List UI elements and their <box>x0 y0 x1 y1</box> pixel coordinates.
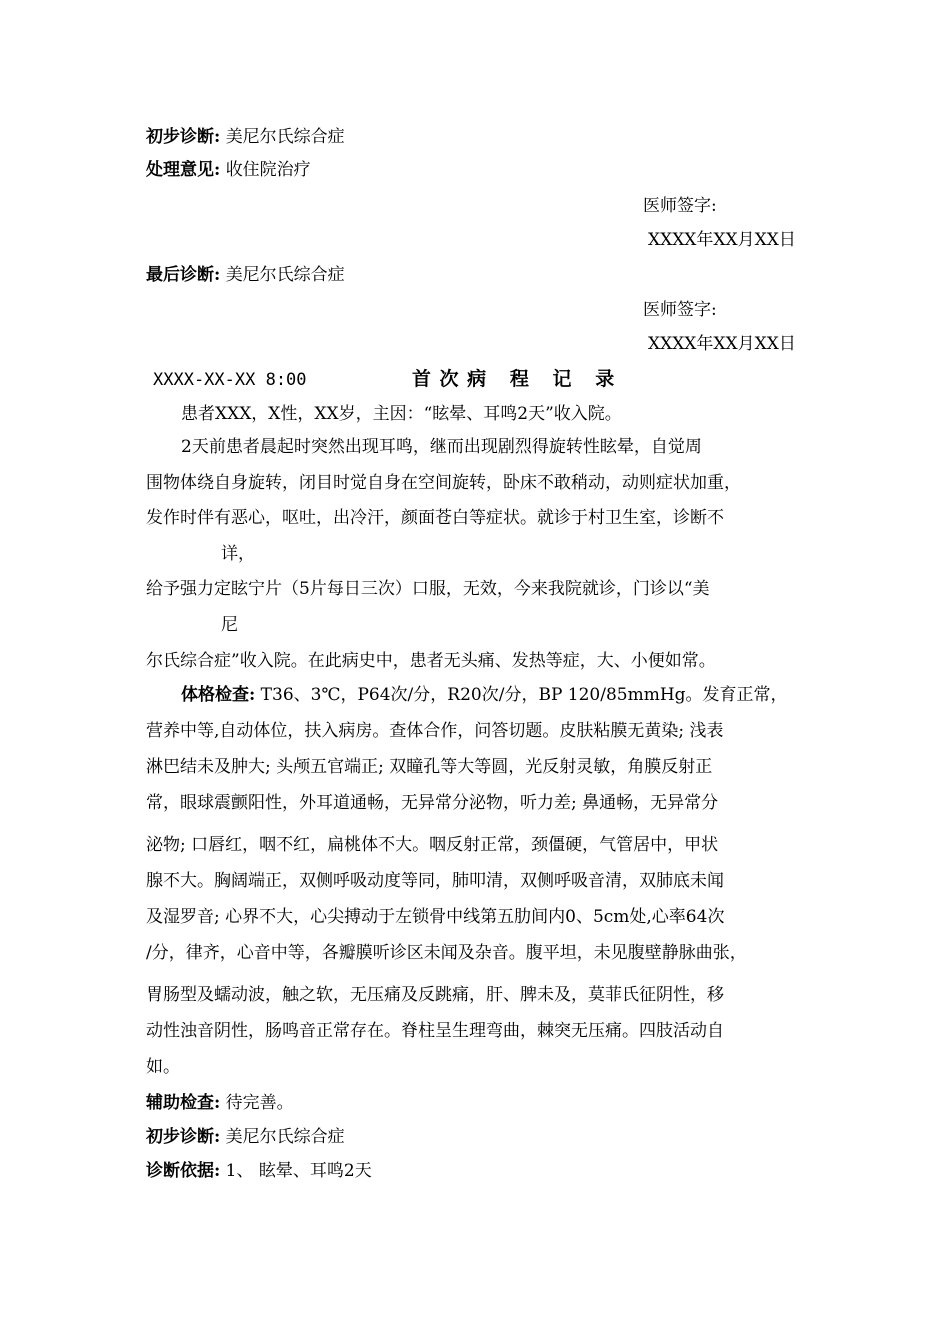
final-diagnosis-label: 最后诊断: <box>146 265 221 285</box>
history-line-7: 尼 <box>221 615 238 635</box>
record-timestamp: XXXX-XX-XX 8:00 <box>153 370 307 390</box>
diagnosis-basis-value: 1、 眩晕、耳鸣2天 <box>220 1161 372 1181</box>
diagnosis-basis-label: 诊断依据: <box>146 1161 221 1181</box>
history-line-2: 2天前患者晨起时突然出现耳鸣，继而出现剧烈得旋转性眩晕，自觉周 <box>181 437 702 457</box>
history-line-3: 围物体绕自身旋转，闭目时觉自身在空间旋转，卧床不敢稍动，动则症状加重， <box>146 473 741 493</box>
exam-line-2: 营养中等,自动体位，扶入病房。查体合作，问答切题。皮肤粘膜无黄染; 浅表 <box>146 721 724 741</box>
exam-line-5: 泌物; 口唇红，咽不红，扁桃体不大。咽反射正常，颈僵硬，气管居中，甲状 <box>146 835 719 855</box>
prelim-diagnosis-row <box>146 126 345 148</box>
exam-line-3: 淋巴结未及肿大; 头颅五官端正; 双瞳孔等大等圆，光反射灵敏，角膜反射正 <box>146 757 713 777</box>
aux-exam-label: 辅助检查: <box>146 1093 221 1113</box>
doctor-signature-2: 医师签字: <box>643 300 717 320</box>
history-line-5: 详， <box>221 544 255 564</box>
history-line-8: 尔氏综合症”收入院。在此病史中，患者无头痛、发热等症，大、小便如常。 <box>146 651 716 671</box>
prelim-diagnosis-label: 初步诊断: <box>146 127 221 147</box>
record-prelim-diagnosis-row <box>146 1126 345 1148</box>
history-line-4: 发作时伴有恶心，呕吐，出冷汗，颜面苍白等症状。就诊于村卫生室，诊断不 <box>146 508 724 528</box>
exam-line-8: /分，律齐，心音中等，各瓣膜听诊区未闻及杂音。腹平坦，未见腹壁静脉曲张， <box>146 943 747 963</box>
history-line-6: 给予强力定眩宁片（5片每日三次）口服，无效，今来我院就诊，门诊以“美 <box>146 579 710 599</box>
exam-line-10: 动性浊音阴性，肠鸣音正常存在。脊柱呈生理弯曲，棘突无压痛。四肢活动自 <box>146 1021 724 1041</box>
record-prelim-diagnosis-value: 美尼尔氏综合症 <box>220 1127 345 1147</box>
exam-line-7: 及湿罗音; 心界不大，心尖搏动于左锁骨中线第五肋间内0、5cm处,心率64次 <box>146 907 725 927</box>
exam-line-9: 胃肠型及蠕动波，触之软，无压痛及反跳痛，肝、脾未及，莫菲氏征阴性，移 <box>146 985 724 1005</box>
exam-line-4: 常，眼球震颤阳性，外耳道通畅，无异常分泌物，听力差; 鼻通畅，无异常分 <box>146 793 719 813</box>
signature-date-1: XXXX年XX月XX日 <box>648 230 796 250</box>
treatment-row <box>146 159 311 181</box>
record-title: 首次病 程 记 录 <box>412 368 623 390</box>
exam-label: 体格检查: <box>181 685 256 705</box>
treatment-value: 收住院治疗 <box>225 160 311 180</box>
record-prelim-diagnosis-label: 初步诊断: <box>146 1127 221 1147</box>
signature-date-2: XXXX年XX月XX日 <box>648 334 796 354</box>
aux-exam-value: 待完善。 <box>220 1093 294 1113</box>
exam-text-1: T36、3℃，P64次/分，R20次/分，BP 120/85mmHg。发育正常， <box>255 685 788 705</box>
prelim-diagnosis-value: 美尼尔氏综合症 <box>225 127 345 147</box>
history-line-1: 患者XXX，X性，XX岁，主因：“眩晕、耳鸣2天”收入院。 <box>181 404 622 424</box>
final-diagnosis-row <box>146 264 345 286</box>
treatment-label: 处理意见: <box>146 160 221 180</box>
exam-line-6: 腺不大。胸阔端正，双侧呼吸动度等同，肺叩清，双侧呼吸音清，双肺底未闻 <box>146 871 724 891</box>
final-diagnosis-value: 美尼尔氏综合症 <box>225 265 345 285</box>
doctor-signature-1: 医师签字: <box>643 196 717 216</box>
aux-exam-row <box>146 1092 294 1114</box>
exam-line-1 <box>181 684 788 706</box>
diagnosis-basis-row <box>146 1160 372 1182</box>
exam-line-11: 如。 <box>146 1057 180 1077</box>
